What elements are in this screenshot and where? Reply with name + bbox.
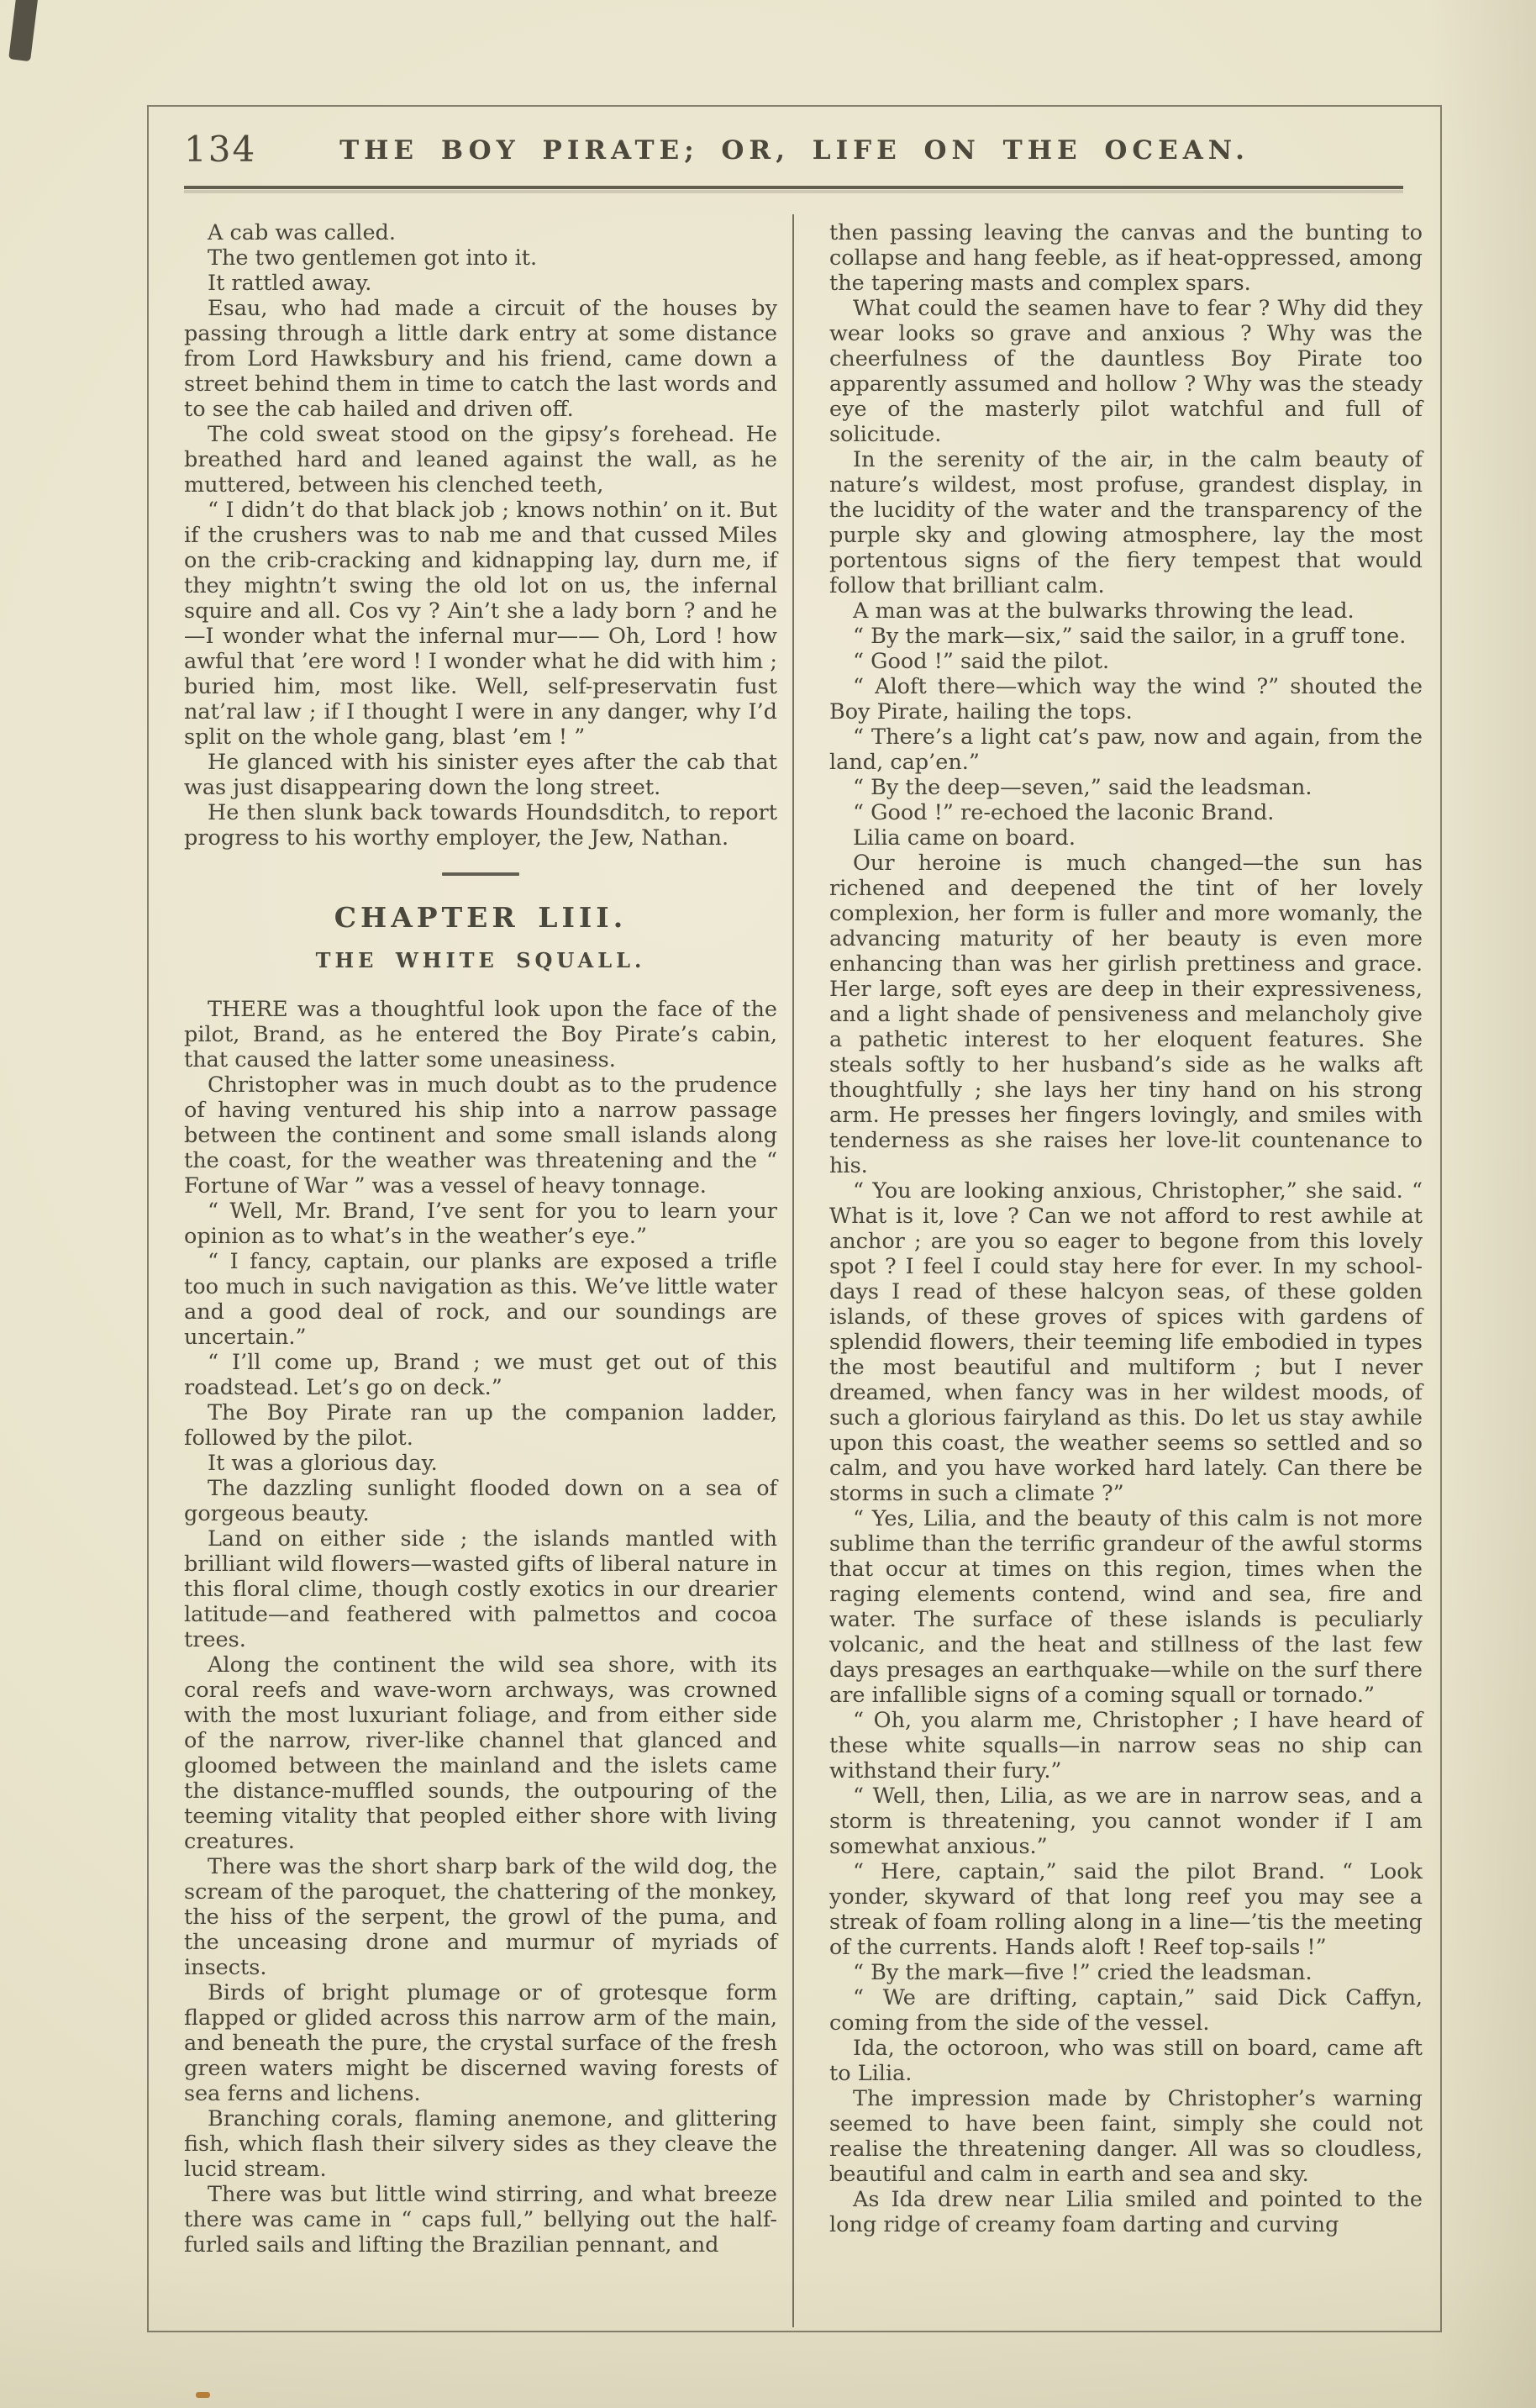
chapter-subheading: THE WHITE SQUALL. [315,948,646,972]
paragraph: “ Aloft there—which way the wind ?” shouted the Boy Pirate, hailing the tops. [829,674,1423,725]
paragraph: Birds of bright plumage or of grotesque form flapped or glided across this narrow arm of the main, and beneath the pure, the crystal surface of the fresh green waters might be discerned waving forests of sea ferns and lichens. [184,1980,777,2106]
paragraph: “ Good !” re-echoed the laconic Brand. [853,800,1275,825]
paragraph: “ Yes, Lilia, and the beauty of this calm is not more sublime than the terrific grandeur of the awful storms that occur at times on this region, times when the raging elements contend, wind and sea, fire and water. The surface of these islands is peculiarly volcanic, and the heat and stillness of the last few days presages an earthquake—while on the surf there are infallible signs of a coming squall or tornado.” [829,1506,1423,1708]
paragraph: “ Good !” said the pilot. [853,649,1110,674]
paragraph: He glanced with his sinister eyes after the cab that was just disappearing down the long street. [184,750,777,800]
paragraph: “ We are drifting, captain,” said Dick Caffyn, coming from the side of the vessel. [829,1985,1423,2036]
paragraph: The Boy Pirate ran up the companion ladder, followed by the pilot. [184,1400,777,1451]
paragraph: “ By the mark—six,” said the sailor, in a gruff tone. [853,624,1407,649]
paragraph: “ Here, captain,” said the pilot Brand. “ Look yonder, skyward of that long reef you may see a streak of foam rolling along in a line—’tis the meeting of the currents. Hands aloft ! Reef top-sails !” [829,1859,1423,1960]
paragraph: There was but little wind stirring, and what breeze there was came in “ caps full,” bellying out the half-furled sails and lifting the Brazilian pennant, and [184,2182,777,2258]
paragraph: What could the seamen have to fear ? Why did they wear looks so grave and anxious ? Why was the cheerfulness of the dauntless Boy Pirate too apparently assumed and hollow ? Why was the steady eye of the masterly pilot watchful and full of solicitude. [829,296,1423,447]
paragraph: Christopher was in much doubt as to the prudence of having ventured his ship into a narrow passage between the continent and some small islands along the coast, for the weather was threatening and the “ Fortune of War ” was a vessel of heavy tonnage. [184,1072,777,1199]
paragraph: There was the short sharp bark of the wild dog, the scream of the paroquet, the chattering of the monkey, the hiss of the serpent, the growl of the puma, and the unceasing drone and murmur of myriads of insects. [184,1854,777,1980]
column-divider [792,214,794,2327]
paragraph: The two gentlemen got into it. [208,245,538,271]
chapter-heading: CHAPTER LIII. [334,901,628,934]
printers-mark [196,2392,210,2398]
scan-edge-mark [8,0,40,61]
paragraph: Our heroine is much changed—the sun has richened and deepened the tint of her lovely complexion, her form is fuller and more womanly, the advancing maturity of her beauty is even more enhancing than was her girlish prettiness and grace. Her large, soft eyes are deep in their expressiveness, and a light shade of pensiveness and melancholy give a pathetic interest to her eloquent features. She steals softly to her husband’s side as he walks aft thoughtfully ; she lays her tiny hand on his strong arm. He presses her fingers lovingly, and smiles with tenderness as she raises her love-lit countenance to his. [829,851,1423,1178]
paragraph: The cold sweat stood on the gipsy’s forehead. He breathed hard and leaned against the wall, as he muttered, between his clenched teeth, [184,422,777,498]
paragraph: Ida, the octoroon, who was still on board, came aft to Lilia. [829,2036,1423,2086]
paragraph: “ By the deep—seven,” said the leadsman. [853,775,1312,800]
paragraph: “ By the mark—five !” cried the leadsman. [853,1960,1312,1985]
paragraph: “ Well, Mr. Brand, I’ve sent for you to learn your opinion as to what’s in the weather’s eye.” [184,1199,777,1249]
paragraph: As Ida drew near Lilia smiled and pointed to the long ridge of creamy foam darting and curving [829,2187,1423,2237]
paragraph: The dazzling sunlight flooded down on a sea of gorgeous beauty. [184,1476,777,1526]
paragraph-continuation: then passing leaving the canvas and the bunting to collapse and hang feeble, as if heat-oppressed, among the tapering masts and complex spars. [829,220,1423,296]
paragraph: “ Oh, you alarm me, Christopher ; I have heard of these white squalls—in narrow seas no ship can withstand their fury.” [829,1708,1423,1784]
paragraph: Along the continent the wild sea shore, with its coral reefs and wave-worn archways, was crowned with the most luxuriant foliage, and from either side of the narrow, river-like channel that glanced and gloomed between the mainland and the islets came the distance-muffled sounds, the outpouring of the teeming vitality that peopled either shore with living creatures. [184,1652,777,1854]
page-border [147,105,1442,2332]
paragraph: Land on either side ; the islands mantled with brilliant wild flowers—wasted gifts of liberal nature in this floral clime, though costly exotics in our drearier latitude—and feathered with palmettos and cocoa trees. [184,1526,777,1652]
paragraph: Branching corals, flaming anemone, and glittering fish, which flash their silvery sides as they cleave the lucid stream. [184,2106,777,2182]
paragraph: “ I’ll come up, Brand ; we must get out of this roadstead. Let’s go on deck.” [184,1350,777,1400]
paragraph: Esau, who had made a circuit of the houses by passing through a little dark entry at some distance from Lord Hawksbury and his friend, came down a street behind them in time to catch the last words and to see the cab hailed and driven off. [184,296,777,422]
paragraph: Lilia came on board. [853,825,1076,851]
paragraph: It rattled away. [208,271,372,296]
paragraph: “ Well, then, Lilia, as we are in narrow seas, and a storm is threatening, you cannot wonder if I am somewhat anxious.” [829,1784,1423,1859]
running-title: THE BOY PIRATE; OR, LIFE ON THE OCEAN. [339,135,1249,166]
left-column [184,220,777,2258]
section-divider-rule [442,872,519,876]
paragraph: “ You are looking anxious, Christopher,” she said. “ What is it, love ? Can we not afford to rest awhile at anchor ; are you so eager to begone from this lovely spot ? I feel I could stay here for ever. In my school-days I read of these halcyon seas, of these golden islands, of these groves of spices with gardens of splendid flowers, their teeming life embodied in types the most beautiful and multiform ; but I never dreamed, when fancy was in her wildest moods, of such a glorious fairyland as this. Do let us stay awhile upon this coast, the weather seems so settled and so calm, and you have worked hard lately. Can there be storms in such a climate ?” [829,1178,1423,1506]
paragraph: A man was at the bulwarks throwing the lead. [853,598,1355,624]
paragraph: The impression made by Christopher’s warning seemed to have been faint, simply she could not realise the threatening danger. All was so cloudless, beautiful and calm in earth and sea and sky. [829,2086,1423,2187]
paragraph: “ There’s a light cat’s paw, now and again, from the land, cap’en.” [829,725,1423,775]
paragraph: In the serenity of the air, in the calm beauty of nature’s wildest, most profuse, grandest display, in the lucidity of the water and the transparency of the purple sky and glowing atmosphere, lay the most portentous signs of the fiery tempest that would follow that brilliant calm. [829,447,1423,598]
paragraph: “ I fancy, captain, our planks are exposed a trifle too much in such navigation as this. We’ve little water and a good deal of rock, and our soundings are uncertain.” [184,1249,777,1350]
right-column [829,220,1423,2237]
paragraph: A cab was called. [208,220,396,245]
page-number: 134 [184,129,257,170]
paragraph: THERE was a thoughtful look upon the face of the pilot, Brand, as he entered the Boy Pirate’s cabin, that caused the latter some uneasiness. [184,997,777,1072]
paragraph: “ I didn’t do that black job ; knows nothin’ on it. But if the crushers was to nab me and that cussed Miles on the crib-cracking and kidnapping lay, durn me, if they mightn’t swing the old lot on us, the infernal squire and all. Cos vy ? Ain’t she a lady born ? and he—I wonder what the infernal mur—— Oh, Lord ! how awful that ’ere word ! I wonder what he did with him ; buried him, most like. Well, self-preservatin fust nat’ral law ; if I thought I were in any danger, why I’d split on the whole gang, blast ’em ! ” [184,498,777,750]
header-rule [184,186,1403,189]
paragraph: He then slunk back towards Houndsditch, to report progress to his worthy employer, the Jew, Nathan. [184,800,777,851]
paragraph: It was a glorious day. [208,1451,438,1476]
